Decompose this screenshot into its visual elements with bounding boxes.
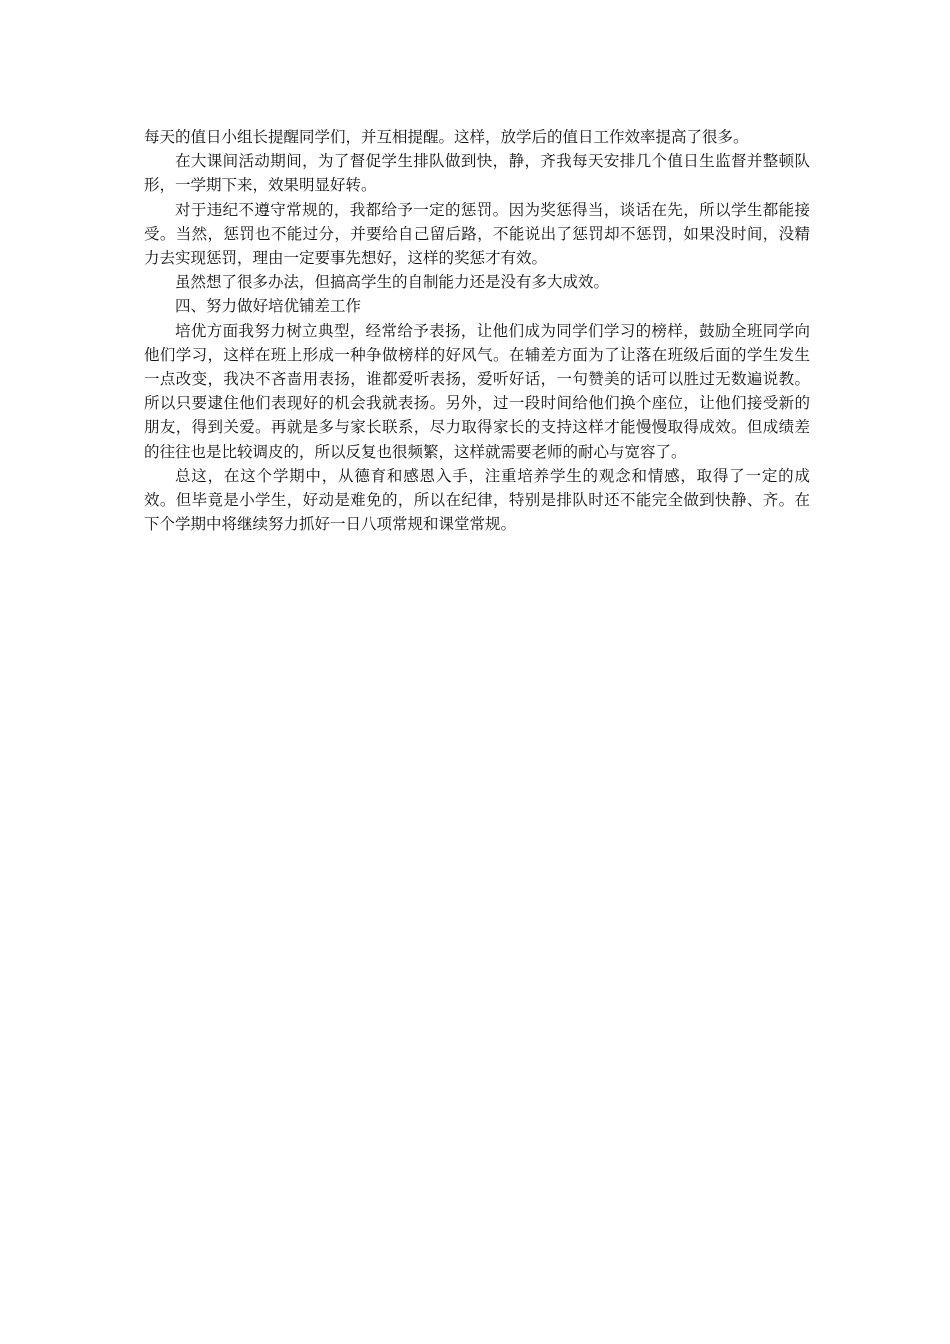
section-heading: 四、努力做好培优铺差工作 — [175, 297, 362, 316]
paragraph-3: 对于违纪不遵守常规的，我都给予一定的惩罚。因为奖惩得当，谈话在先，所以学生都能接受。当然，惩罚也不能过分，并要给自己留后路，不能说出了惩罚却不惩罚，如果没时间，没精力去实现惩罚，理由一定要事先想好，这样的奖惩才有效。 — [144, 200, 810, 268]
paragraph-2: 在大课间活动期间，为了督促学生排队做到快，静，齐我每天安排几个值日生监督并整顿队形，一学期下来，效果明显好转。 — [144, 152, 810, 195]
document-body — [144, 125, 810, 536]
paragraph-6: 总这，在这个学期中，从德育和感恩入手，注重培养学生的观念和情感，取得了一定的成效。但毕竟是小学生，好动是难免的，所以在纪律，特别是排队时还不能完全做到快静、齐。在下个学期中将继续努力抓好一日八项常规和课堂常规。 — [144, 466, 810, 534]
paragraph-5: 培优方面我努力树立典型，经常给予表扬，让他们成为同学们学习的榜样，鼓励全班同学向他们学习，这样在班上形成一种争做榜样的好风气。在辅差方面为了让落在班级后面的学生发生一点改变，我决不吝啬用表扬，谁都爱听表扬，爱听好话，一句赞美的话可以胜过无数遍说教。所以只要逮住他们表现好的机会我就表扬。另外，过一段时间给他们换个座位，让他们接受新的朋友，得到关爱。再就是多与家长联系，尽力取得家长的支持这样才能慢慢取得成效。但成绩差的往往也是比较调皮的，所以反复也很频繁，这样就需要老师的耐心与宽容了。 — [144, 321, 810, 461]
paragraph-1: 每天的值日小组长提醒同学们，并互相提醒。这样，放学后的值日工作效率提高了很多。 — [144, 128, 749, 146]
paragraph-4: 虽然想了很多办法，但搞高学生的自制能力还是没有多大成效。 — [175, 273, 610, 292]
